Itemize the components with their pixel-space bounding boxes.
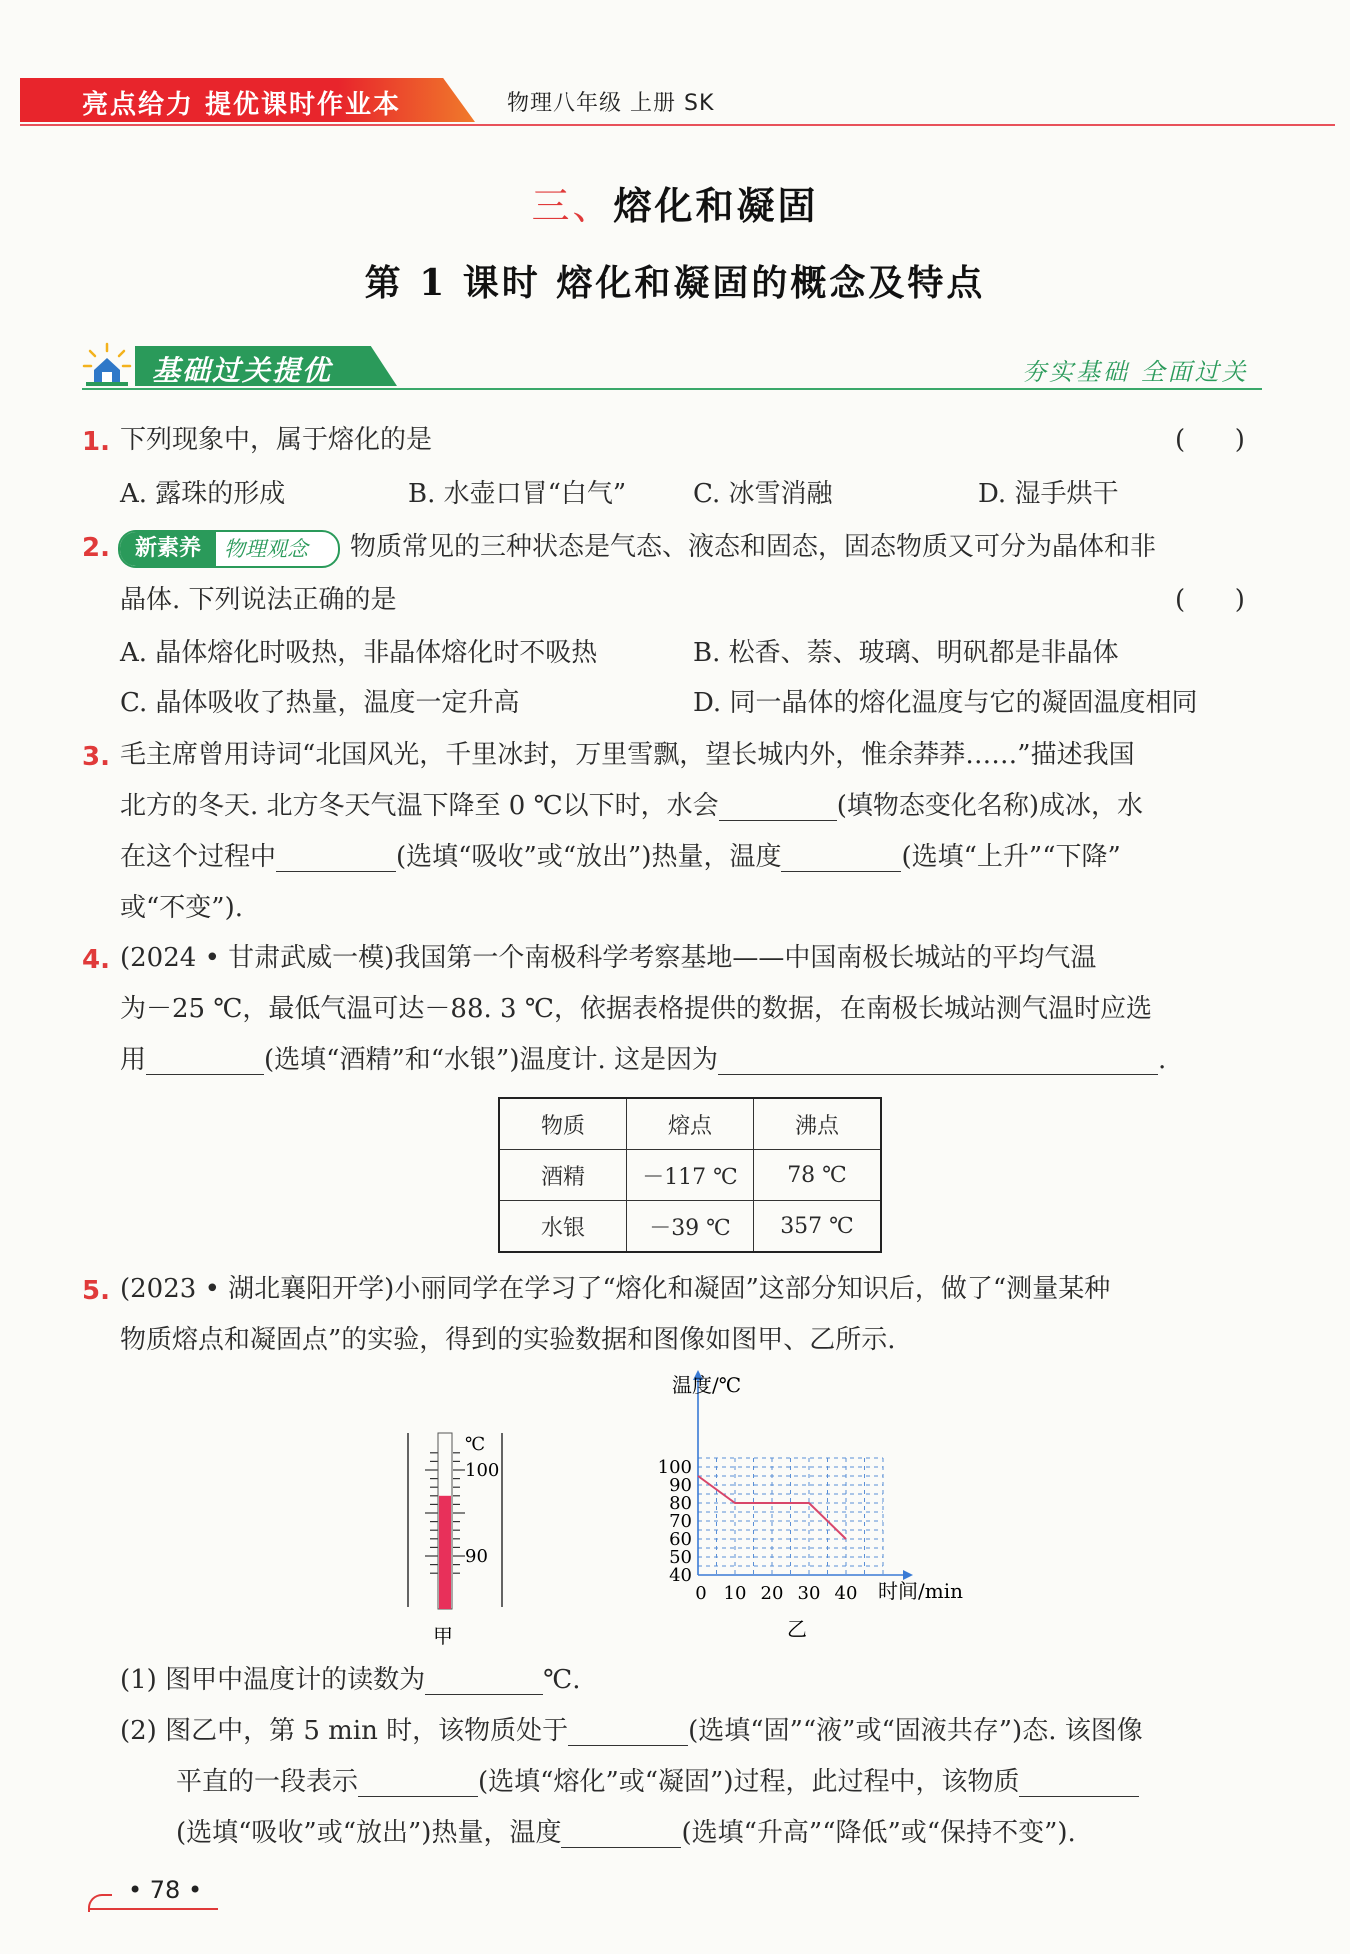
- table-header-cell: 物质: [499, 1098, 627, 1150]
- q3-number: 3.: [82, 742, 110, 772]
- table-cell: －39 ℃: [627, 1201, 754, 1253]
- q5-blank-temperature[interactable]: [561, 1821, 681, 1848]
- table-row: [499, 1201, 881, 1253]
- table-cell: 78 ℃: [754, 1150, 882, 1201]
- tag-physics-concept: 物理观念: [224, 537, 308, 561]
- chart-y-tick-label: 40: [669, 1565, 692, 1586]
- page-number-underline: [88, 1908, 218, 1910]
- tag-new-literacy: 新素养: [120, 532, 216, 566]
- q1-option-b[interactable]: B. 水壶口冒“白气”: [408, 479, 627, 509]
- chart-y-tick-label: 100: [657, 1457, 692, 1478]
- chart-y-tick-label: 60: [669, 1529, 692, 1550]
- chart-y-tick-label: 50: [669, 1547, 692, 1568]
- q3-blank-2[interactable]: [276, 845, 396, 872]
- table-cell: 酒精: [499, 1150, 627, 1201]
- q5-sub2-line1: (2) 图乙中，第 5 min 时，该物质处于 (选填“固”“液”或“固液共存”)态. 该图像: [120, 1716, 1143, 1746]
- q3-line1: 毛主席曾用诗词“北国风光，千里冰封，万里雪飘，望长城内外，惟余莽莽……”描述我国: [120, 740, 1135, 770]
- q3-blank-3[interactable]: [781, 845, 901, 872]
- q2-answer-paren[interactable]: ( ): [1175, 585, 1245, 615]
- q2-option-b[interactable]: B. 松香、萘、玻璃、明矾都是非晶体: [693, 638, 1119, 668]
- chart-x-tick-label: 20: [760, 1583, 784, 1604]
- table-header-row: [499, 1098, 881, 1150]
- q5-sub1: (1) 图甲中温度计的读数为 ℃.: [120, 1665, 581, 1695]
- q4-line2: 为－25 ℃，最低气温可达－88. 3 ℃，依据表格提供的数据，在南极长城站测气温时应选: [120, 994, 1152, 1024]
- section-banner-text: 基础过关提优: [152, 354, 333, 387]
- thermometer-label-90: 90: [465, 1546, 488, 1567]
- table-cell: 357 ℃: [754, 1201, 882, 1253]
- thermometer-liquid: [439, 1496, 451, 1609]
- q5-blank-reading[interactable]: [425, 1668, 543, 1695]
- thermometer-figure: [395, 1425, 515, 1650]
- q4-line1: (2024 • 甘肃武威一模)我国第一个南极科学考察基地——中国南极长城站的平均气温: [120, 943, 1097, 973]
- q5-blank-process[interactable]: [358, 1770, 478, 1797]
- q2-option-d[interactable]: D. 同一晶体的熔化温度与它的凝固温度相同: [693, 688, 1198, 718]
- q4-blank-2[interactable]: [718, 1048, 1158, 1075]
- header-divider: [20, 124, 1335, 126]
- q4-blank-1[interactable]: [146, 1048, 264, 1075]
- chart-grid: [698, 1458, 883, 1575]
- q3-line3: 在这个过程中 (选填“吸收”或“放出”)热量，温度 (选填“上升”“下降”: [120, 842, 1121, 872]
- q5-sub2-line2: 平直的一段表示 (选填“熔化”或“凝固”)过程，此过程中，该物质: [176, 1767, 1139, 1797]
- q1-option-a[interactable]: A. 露珠的形成: [120, 479, 286, 509]
- q1-stem: 下列现象中，属于熔化的是: [120, 425, 433, 455]
- q4-line3: 用 (选填“酒精”和“水银”)温度计. 这是因为 .: [120, 1045, 1167, 1075]
- q3-line2: 北方的冬天. 北方冬天气温下降至 0 ℃以下时，水会 (填物态变化名称)成冰，水: [120, 791, 1143, 821]
- q2-stem-line2: 晶体. 下列说法正确的是: [120, 585, 397, 615]
- header-series: 亮点给力 提优课时作业本: [82, 90, 402, 120]
- section-divider: [82, 388, 1262, 390]
- chart-y-tick-label: 70: [669, 1511, 692, 1532]
- q5-number: 5.: [82, 1276, 110, 1306]
- chart-x-tick-label: 10: [723, 1583, 747, 1604]
- q2-number: 2.: [82, 533, 110, 563]
- section-slogan: 夯实基础 全面过关: [1022, 358, 1249, 386]
- thermometer-label-100: 100: [465, 1460, 500, 1481]
- chart-y-axis-label: 温度/℃: [672, 1373, 742, 1397]
- chart-x-tick-label: 40: [834, 1583, 858, 1604]
- chart-x-tick-label: 0: [695, 1583, 707, 1604]
- chart-y-tick-label: 80: [669, 1493, 692, 1514]
- figure-caption-jia: 甲: [433, 1624, 453, 1648]
- melting-boiling-table: [498, 1097, 882, 1253]
- q5-sub2-line3: (选填“吸收”或“放出”)热量，温度 (选填“升高”“降低”或“保持不变”).: [176, 1818, 1076, 1848]
- q5-line1: (2023 • 湖北襄阳开学)小丽同学在学习了“熔化和凝固”这部分知识后，做了“测量某种: [120, 1274, 1111, 1304]
- chapter-title: 三、熔化和凝固: [531, 183, 819, 228]
- table-header-cell: 沸点: [754, 1098, 882, 1150]
- chart-x-tick-label: 30: [797, 1583, 821, 1604]
- table-header-cell: 熔点: [627, 1098, 754, 1150]
- figure-caption-yi: 乙: [787, 1617, 807, 1641]
- q5-line2: 物质熔点和凝固点”的实验，得到的实验数据和图像如图甲、乙所示.: [120, 1325, 896, 1355]
- q1-number: 1.: [82, 427, 110, 457]
- q2-option-a[interactable]: A. 晶体熔化时吸热，非晶体熔化时不吸热: [120, 638, 598, 668]
- thermometer-unit: ℃: [465, 1434, 486, 1455]
- q1-answer-paren[interactable]: ( ): [1175, 425, 1245, 455]
- q1-option-d[interactable]: D. 湿手烘干: [978, 479, 1119, 509]
- chart-x-ticks: [695, 1583, 857, 1604]
- lesson-title: 第 1 课时 熔化和凝固的概念及特点: [364, 262, 986, 304]
- q2-option-c[interactable]: C. 晶体吸收了热量，温度一定升高: [120, 688, 520, 718]
- q1-option-c[interactable]: C. 冰雪消融: [693, 479, 833, 509]
- q4-number: 4.: [82, 945, 110, 975]
- table-cell: 水银: [499, 1201, 627, 1253]
- lighthouse-icon: [82, 342, 132, 388]
- chart-x-axis-label: 时间/min: [878, 1579, 963, 1603]
- q3-blank-1[interactable]: [719, 794, 837, 821]
- q5-blank-state[interactable]: [568, 1719, 688, 1746]
- q2-stem-line1: 物质常见的三种状态是气态、液态和固态，固态物质又可分为晶体和非: [350, 532, 1157, 562]
- q3-line4: 或“不变”).: [120, 893, 243, 923]
- q5-blank-heat[interactable]: [1019, 1770, 1139, 1797]
- header-book-info: 物理八年级 上册 SK: [507, 91, 715, 116]
- table-cell: －117 ℃: [627, 1150, 754, 1201]
- literacy-tag: [118, 530, 340, 568]
- table-row: [499, 1150, 881, 1201]
- temperature-time-chart: [610, 1370, 990, 1645]
- chart-y-tick-label: 90: [669, 1475, 692, 1496]
- page-number: • 78 •: [128, 1876, 203, 1904]
- chart-y-ticks: [658, 1457, 692, 1586]
